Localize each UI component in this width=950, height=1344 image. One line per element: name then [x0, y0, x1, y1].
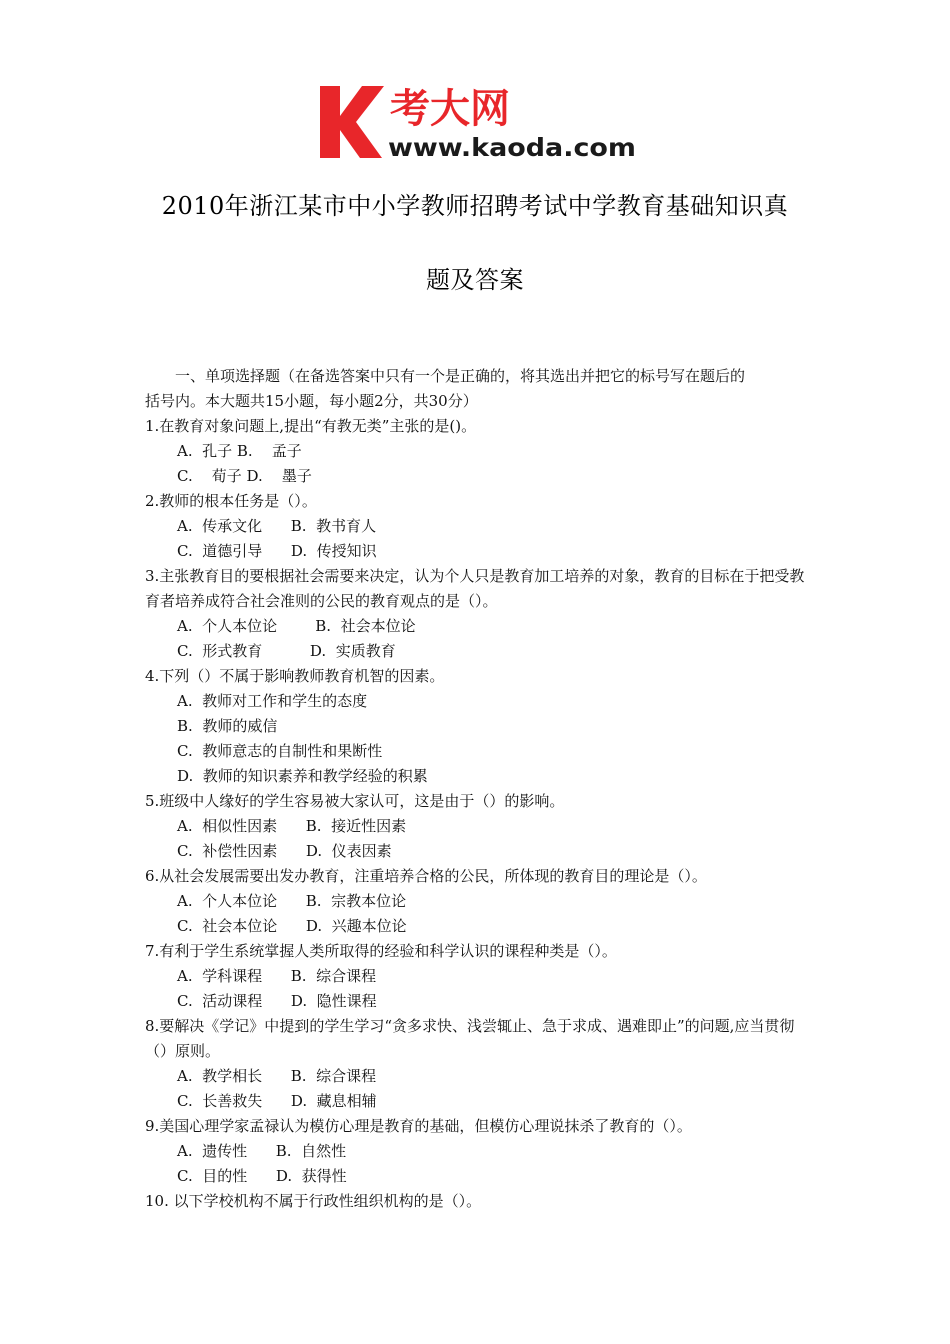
- question-stem: 6.从社会发展需要出发办教育，注重培养合格的公民，所体现的教育目的理论是（）。: [145, 867, 707, 885]
- question-stem: 4.下列（）不属于影响教师教育机智的因素。: [145, 667, 445, 685]
- kaoda-logo: [318, 80, 638, 162]
- page-title-line-1: 2010年浙江某市中小学教师招聘考试中学教育基础知识真: [161, 192, 789, 220]
- question-option-line: C. 目的性 D. 获得性: [177, 1167, 347, 1185]
- kaoda-logo-graphic: [318, 80, 638, 162]
- question-option-line: A. 教学相长 B. 综合课程: [177, 1067, 377, 1085]
- question-option-line: C. 荀子 D. 墨子: [177, 467, 312, 485]
- page-title-line-2: 题及答案: [426, 266, 524, 294]
- question-option-line: A. 教师对工作和学生的态度: [177, 692, 368, 710]
- question-option-line: A. 传承文化 B. 教书育人: [177, 517, 377, 535]
- question-option-line: C. 长善救失 D. 藏息相辅: [177, 1092, 377, 1110]
- question-option-line: C. 教师意志的自制性和果断性: [177, 742, 383, 760]
- question-option-line: C. 道德引导 D. 传授知识: [177, 542, 377, 560]
- question-option-line: A. 学科课程 B. 综合课程: [177, 967, 377, 985]
- question-section: [145, 364, 815, 1214]
- question-stem: 5.班级中人缘好的学生容易被大家认可，这是由于（）的影响。: [145, 792, 565, 810]
- logo-brand: 考大网: [390, 86, 510, 132]
- section-intro-line-1: 一、单项选择题（在备选答案中只有一个是正确的，将其选出并把它的标号写在题后的: [175, 367, 746, 385]
- question-option-line: C. 补偿性因素 D. 仪表因素: [177, 842, 392, 860]
- question-option-line: C. 活动课程 D. 隐性课程: [177, 992, 377, 1010]
- question-option-line: A. 个人本位论 B. 社会本位论: [177, 617, 416, 635]
- question-stem: 1.在教育对象问题上,提出“有教无类”主张的是()。: [145, 417, 477, 435]
- question-option-line: B. 教师的威信: [177, 717, 278, 735]
- section-intro-line-2: 括号内。本大题共15小题，每小题2分，共30分）: [145, 392, 478, 410]
- question-stem: 2.教师的根本任务是（）。: [145, 492, 317, 510]
- question-list: [145, 414, 815, 1214]
- question-option-line: A. 遗传性 B. 自然性: [177, 1142, 347, 1160]
- question-stem: 10. 以下学校机构不属于行政性组织机构的是（）。: [145, 1192, 482, 1210]
- question-stem: 7.有利于学生系统掌握人类所取得的经验和科学认识的课程种类是（）。: [145, 942, 617, 960]
- question-stem: 3.主张教育目的要根据社会需要来决定，认为个人只是教育加工培养的对象，教育的目标在于把受教育者培养成符合社会准则的公民的教育观点的是（）。: [145, 567, 805, 610]
- question-option-line: D. 教师的知识素养和教学经验的积累: [177, 767, 428, 785]
- question-stem: 9.美国心理学家孟禄认为模仿心理是教育的基础，但模仿心理说抹杀了教育的（）。: [145, 1117, 692, 1135]
- question-option-line: C. 社会本位论 D. 兴趣本位论: [177, 917, 407, 935]
- question-option-line: A. 相似性因素 B. 接近性因素: [177, 817, 407, 835]
- question-option-line: A. 个人本位论 B. 宗教本位论: [177, 892, 407, 910]
- question-stem: 8.要解决《学记》中提到的学生学习“贪多求快、浅尝辄止、急于求成、遇难即止”的问题,应当贯彻（）原则。: [145, 1017, 795, 1060]
- question-option-line: A. 孔子 B. 孟子: [177, 442, 302, 460]
- logo-url: www.kaoda.com: [388, 133, 636, 162]
- question-option-line: C. 形式教育 D. 实质教育: [177, 642, 396, 660]
